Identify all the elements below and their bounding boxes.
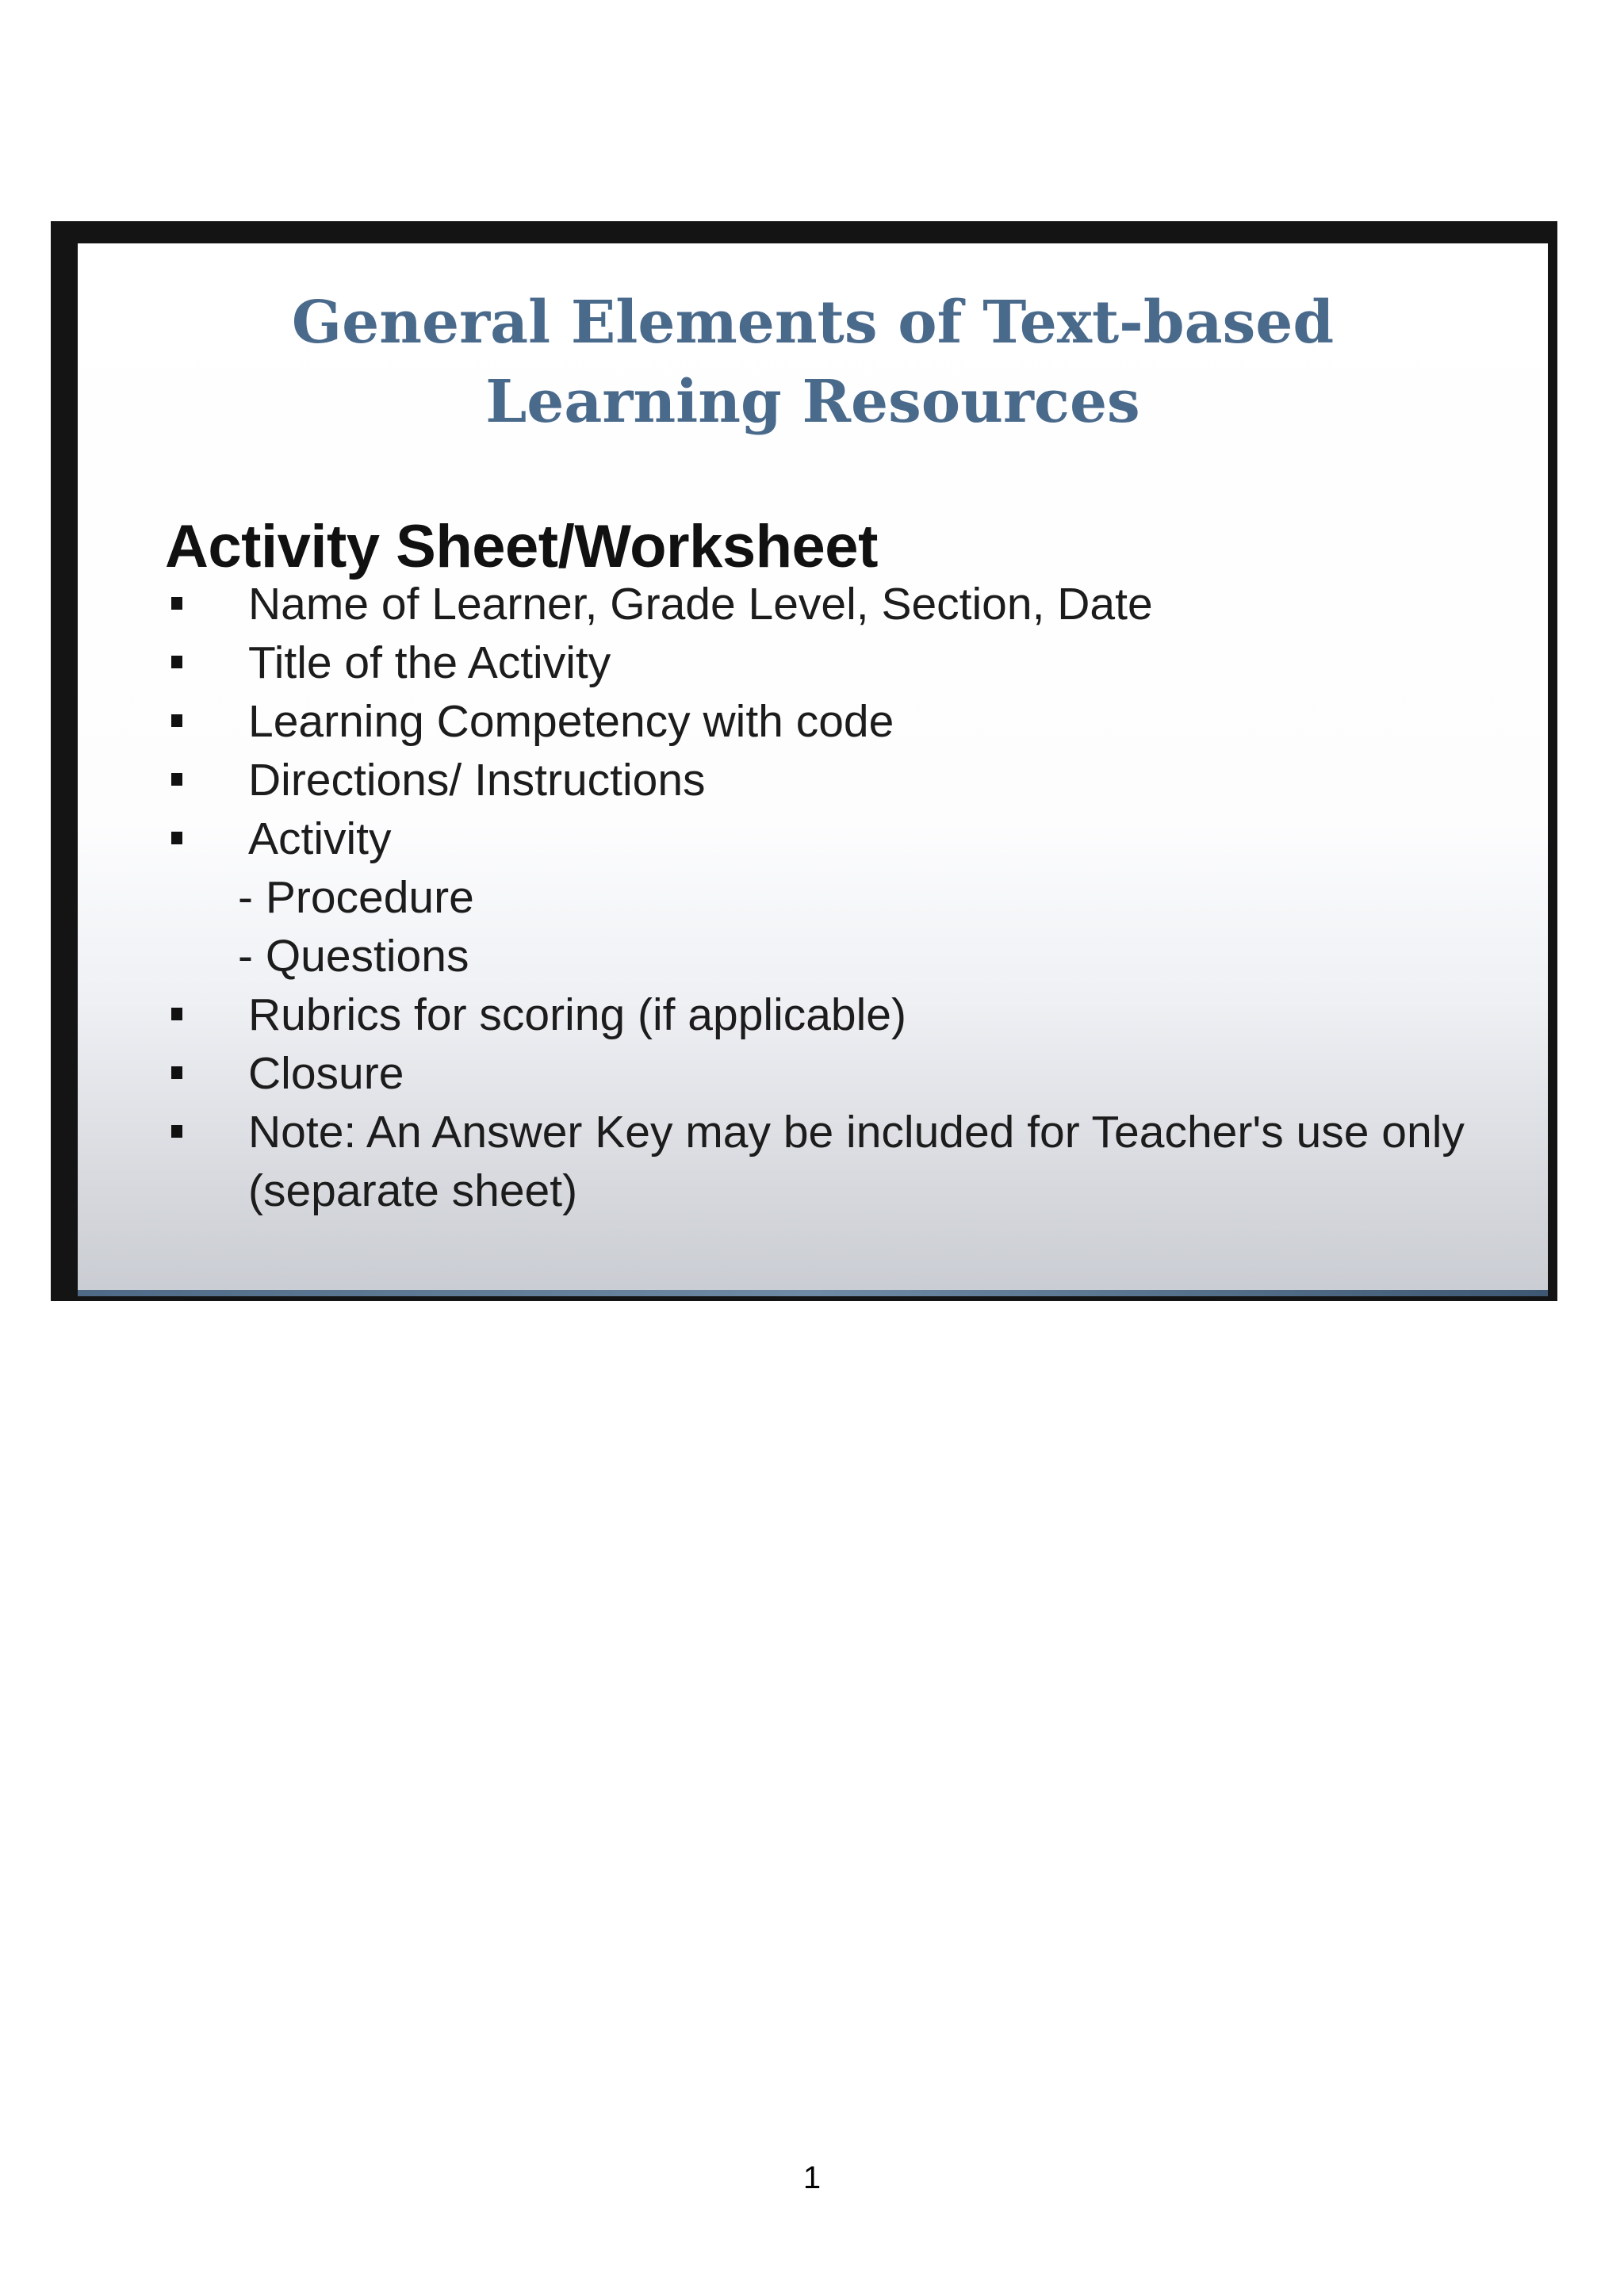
list-item: Activity <box>165 809 1548 868</box>
slide-title <box>78 283 1548 442</box>
bullet-list <box>165 575 1548 1220</box>
section-heading: Activity Sheet/Worksheet <box>165 513 878 580</box>
slide-image-frame <box>51 221 1557 1301</box>
sub-list-item: - Questions <box>238 931 469 982</box>
list-item: Rubrics for scoring (if applicable) <box>165 985 1548 1044</box>
list-item: Learning Competency with code <box>165 692 1548 751</box>
slide <box>78 243 1548 1296</box>
slide-title-line-2: Learning Resources <box>485 368 1140 436</box>
page-number: 1 <box>802 2160 822 2195</box>
slide-title-line-1: General Elements of Text-based <box>291 289 1335 357</box>
list-item: Directions/ Instructions <box>165 751 1548 809</box>
list-item: Closure <box>165 1044 1548 1103</box>
list-item: Name of Learner, Grade Level, Section, Date <box>165 575 1548 633</box>
list-item: Title of the Activity <box>165 633 1548 692</box>
list-item: Note: An Answer Key may be included for Teacher's use only (separate sheet) <box>165 1103 1548 1220</box>
sub-list-item: - Procedure <box>238 872 474 923</box>
slide-bottom-bar <box>78 1290 1548 1296</box>
